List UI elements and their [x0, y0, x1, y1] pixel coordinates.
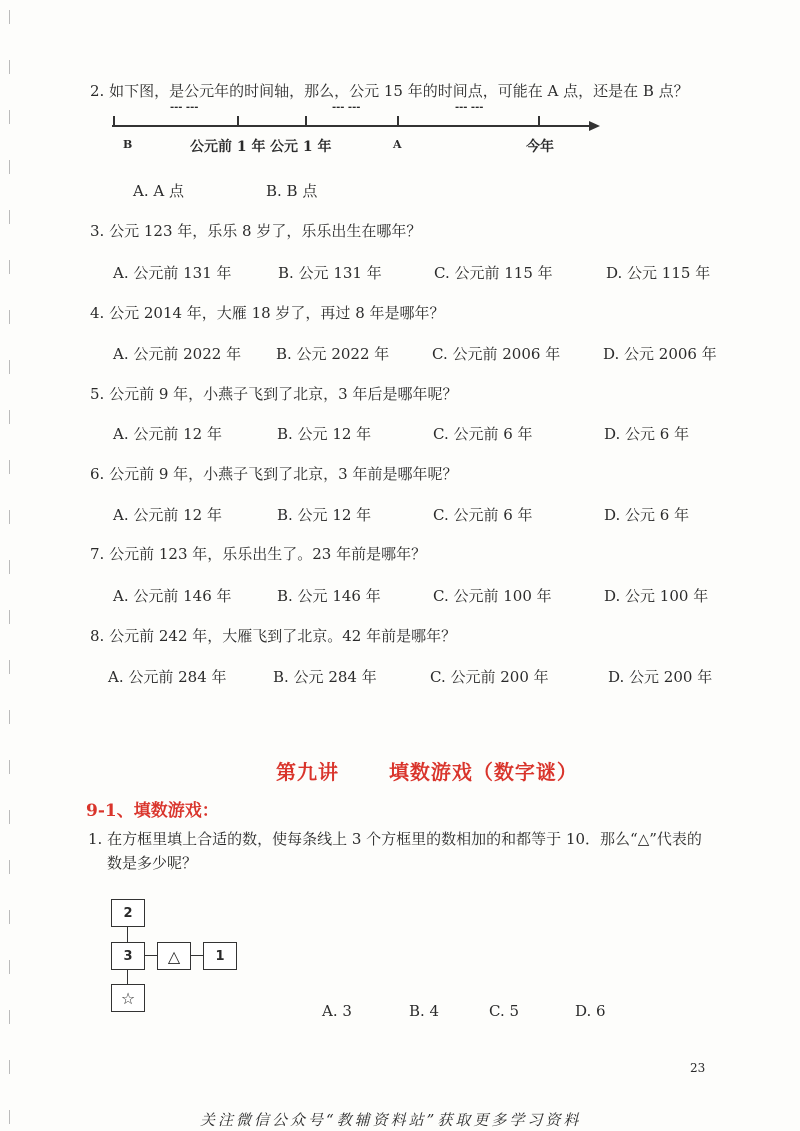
- q2-option-b[interactable]: B. B 点: [266, 182, 318, 200]
- question-3: [90, 220, 421, 241]
- puzzle-option-d[interactable]: D. 6: [575, 1002, 606, 1020]
- puzzle-option-b[interactable]: B. 4: [409, 1002, 440, 1020]
- question-text: 如下图，是公元年的时间轴，那么，公元 15 年的时间点，可能在 A 点，还是在 B 点？: [109, 82, 689, 100]
- question-text-line1: 在方框里填上合适的数，使每条线上 3 个方框里的数相加的和都等于 10．那么“△”代表的: [107, 830, 702, 848]
- puzzle-option-a[interactable]: A. 3: [322, 1002, 352, 1020]
- star-icon: ☆: [111, 984, 145, 1012]
- q4-option-c[interactable]: C. 公元前 2006 年: [432, 345, 561, 363]
- q5-option-b[interactable]: B. 公元 12 年: [277, 425, 372, 443]
- binder-margin: [0, 0, 20, 1131]
- q7-option-a[interactable]: A. 公元前 146 年: [113, 587, 232, 605]
- q7-option-b[interactable]: B. 公元 146 年: [277, 587, 381, 605]
- box-right: 1: [203, 942, 237, 970]
- q8-option-a[interactable]: A. 公元前 284 年: [108, 668, 227, 686]
- question-4: [90, 302, 445, 323]
- question-number: 1.: [88, 830, 103, 848]
- question-text: 公元 123 年，乐乐 8 岁了，乐乐出生在哪年？: [109, 222, 422, 240]
- box-center: 3: [111, 942, 145, 970]
- question-text: 公元前 9 年，小燕子飞到了北京，3 年前是哪年呢？: [109, 465, 458, 483]
- question-number: 4.: [90, 304, 105, 322]
- connector-vertical-top: [127, 926, 128, 942]
- q4-option-b[interactable]: B. 公元 2022 年: [276, 345, 390, 363]
- q6-option-b[interactable]: B. 公元 12 年: [277, 506, 372, 524]
- footer-text: 关注微信公众号“教辅资料站”获取更多学习资料: [200, 1111, 582, 1129]
- connector-horizontal-left: [145, 955, 157, 956]
- q4-option-a[interactable]: A. 公元前 2022 年: [113, 345, 242, 363]
- gap-mark-3: --- ---: [455, 102, 484, 113]
- lecture-title: 填数游戏（数字谜）: [388, 760, 578, 784]
- gap-mark-1: --- ---: [170, 102, 199, 113]
- q8-option-c[interactable]: C. 公元前 200 年: [430, 668, 549, 686]
- puzzle-question-line2: 数是多少呢？: [107, 854, 198, 872]
- timeline-arrowhead: [589, 121, 600, 131]
- question-number: 8.: [90, 627, 105, 645]
- q3-option-a[interactable]: A. 公元前 131 年: [113, 264, 232, 282]
- q3-option-c[interactable]: C. 公元前 115 年: [434, 264, 553, 282]
- box-top: 2: [111, 899, 145, 927]
- q6-option-d[interactable]: D. 公元 6 年: [604, 506, 690, 524]
- timeline-label-1bc: 公元前 1 年: [190, 139, 266, 155]
- q3-option-b[interactable]: B. 公元 131 年: [278, 264, 382, 282]
- page-number: 23: [690, 1061, 706, 1075]
- question-7: [90, 543, 426, 564]
- puzzle-option-c[interactable]: C. 5: [489, 1002, 520, 1020]
- question-number: 3.: [90, 222, 105, 240]
- question-number: 7.: [90, 545, 105, 563]
- triangle-icon: △: [157, 942, 191, 970]
- section-heading: 9-1、填数游戏：: [86, 801, 219, 821]
- q8-option-d[interactable]: D. 公元 200 年: [608, 668, 713, 686]
- connector-horizontal-right: [190, 955, 203, 956]
- q4-option-d[interactable]: D. 公元 2006 年: [603, 345, 717, 363]
- q6-option-a[interactable]: A. 公元前 12 年: [113, 506, 222, 524]
- question-8: [90, 625, 456, 646]
- q7-option-c[interactable]: C. 公元前 100 年: [433, 587, 552, 605]
- lecture-number: 第九讲: [276, 760, 339, 784]
- timeline-label-b: B: [123, 138, 133, 151]
- connector-vertical-bottom: [127, 969, 128, 984]
- puzzle-question: [88, 828, 702, 849]
- q6-option-c[interactable]: C. 公元前 6 年: [433, 506, 533, 524]
- timeline-label-1ad: 公元 1 年: [270, 139, 332, 155]
- question-5: [90, 383, 458, 404]
- lecture-heading: [276, 756, 578, 785]
- q8-option-b[interactable]: B. 公元 284 年: [273, 668, 377, 686]
- q3-option-d[interactable]: D. 公元 115 年: [606, 264, 711, 282]
- question-6: [90, 463, 458, 484]
- gap-mark-2: --- ---: [332, 102, 361, 113]
- q5-option-a[interactable]: A. 公元前 12 年: [113, 425, 222, 443]
- question-text: 公元 2014 年，大雁 18 岁了，再过 8 年是哪年？: [109, 304, 445, 322]
- question-text: 公元前 123 年，乐乐出生了。23 年前是哪年？: [109, 545, 427, 563]
- timeline-label-now: 今年: [526, 139, 554, 155]
- question-number: 5.: [90, 385, 105, 403]
- q5-option-c[interactable]: C. 公元前 6 年: [433, 425, 533, 443]
- q7-option-d[interactable]: D. 公元 100 年: [604, 587, 709, 605]
- timeline-label-a: A: [393, 138, 402, 151]
- question-number: 2.: [90, 82, 105, 100]
- question-number: 6.: [90, 465, 105, 483]
- question-2: [90, 80, 689, 101]
- question-text: 公元前 9 年，小燕子飞到了北京，3 年后是哪年呢？: [109, 385, 458, 403]
- question-text: 公元前 242 年，大雁飞到了北京。42 年前是哪年？: [109, 627, 457, 645]
- q2-option-a[interactable]: A. A 点: [133, 182, 184, 200]
- q5-option-d[interactable]: D. 公元 6 年: [604, 425, 690, 443]
